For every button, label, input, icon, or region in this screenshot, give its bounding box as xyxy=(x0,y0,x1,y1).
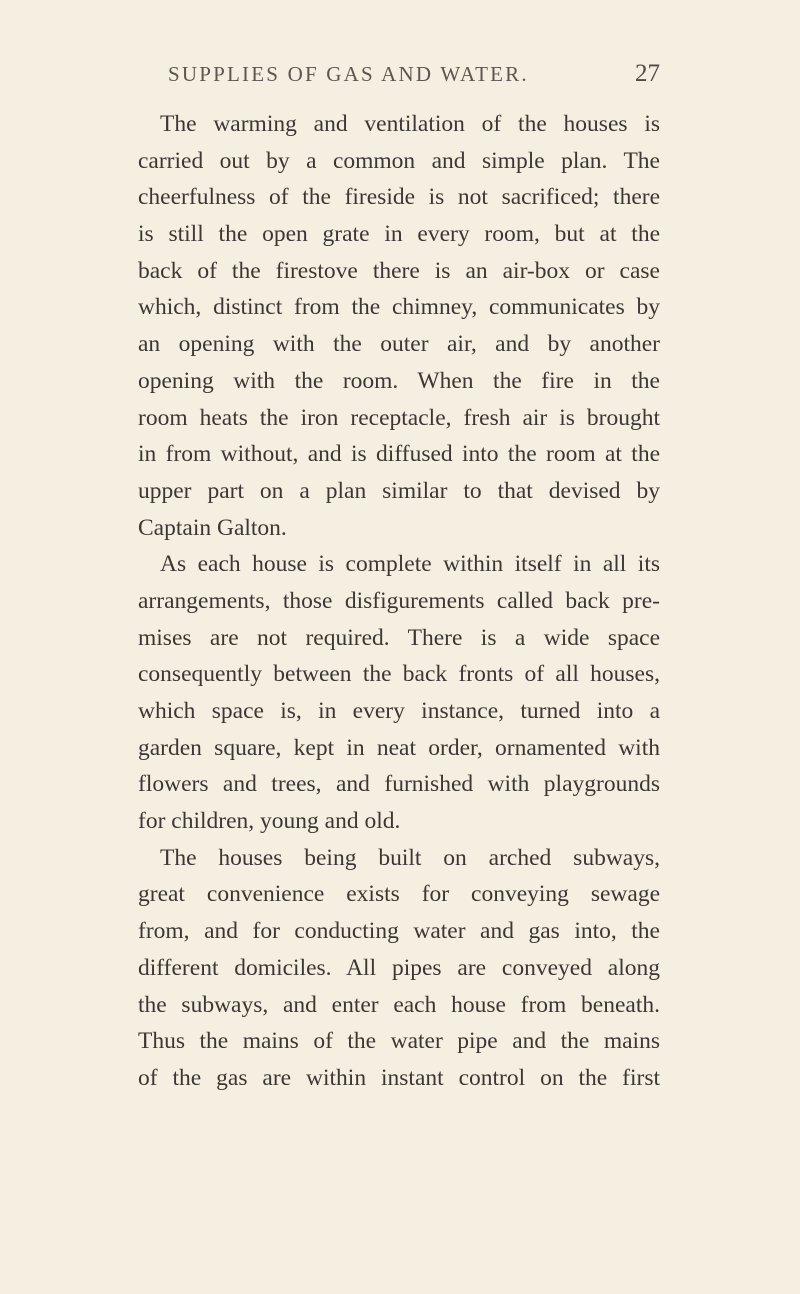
text-line: mises are not required. There is a wide space xyxy=(138,624,660,651)
text-line: opening with the room. When the fire in the xyxy=(138,367,660,394)
text-line: from, and for conducting water and gas into, the xyxy=(138,918,660,945)
text-line: which, distinct from the chimney, communicates by xyxy=(138,294,660,321)
text-line: consequently between the back fronts of all houses, xyxy=(138,661,660,688)
text-line: cheerfulness of the fireside is not sacrificed; there xyxy=(138,184,660,211)
text-line: different domiciles. All pipes are conveyed along xyxy=(138,954,660,981)
text-line: is still the open grate in every room, but at the xyxy=(138,221,660,248)
text-line: The houses being built on arched subways, xyxy=(160,844,660,871)
body-text xyxy=(138,106,660,1097)
text-line: arrangements, those disfigurements called back pre- xyxy=(138,587,660,614)
text-line: Captain Galton. xyxy=(138,514,287,541)
running-head xyxy=(138,62,660,92)
text-line: carried out by a common and simple plan. The xyxy=(138,147,660,174)
text-line: of the gas are within instant control on the first xyxy=(138,1064,660,1091)
text-line: room heats the iron receptacle, fresh air is brought xyxy=(138,404,660,431)
text-line: an opening with the outer air, and by another xyxy=(138,331,660,358)
text-line: great convenience exists for conveying sewage xyxy=(138,881,660,908)
text-line: in from without, and is diffused into the room at the xyxy=(138,441,660,468)
text-line: which space is, in every instance, turned into a xyxy=(138,698,660,724)
text-line: for children, young and old. xyxy=(138,808,401,835)
text-line: Thus the mains of the water pipe and the mains xyxy=(138,1028,660,1055)
text-line: The warming and ventilation of the houses is xyxy=(160,111,660,137)
text-line: garden square, kept in neat order, ornamented with xyxy=(138,734,660,761)
text-line: flowers and trees, and furnished with playgrounds xyxy=(138,771,660,798)
page-number: 27 xyxy=(635,60,660,87)
text-line: As each house is complete within itself in all its xyxy=(160,551,660,578)
text-line: back of the firestove there is an air-box or case xyxy=(138,257,660,284)
running-title: SUPPLIES OF GAS AND WATER. xyxy=(168,62,529,86)
text-line: upper part on a plan similar to that devised by xyxy=(138,477,660,504)
text-line: the subways, and enter each house from beneath. xyxy=(138,991,660,1018)
